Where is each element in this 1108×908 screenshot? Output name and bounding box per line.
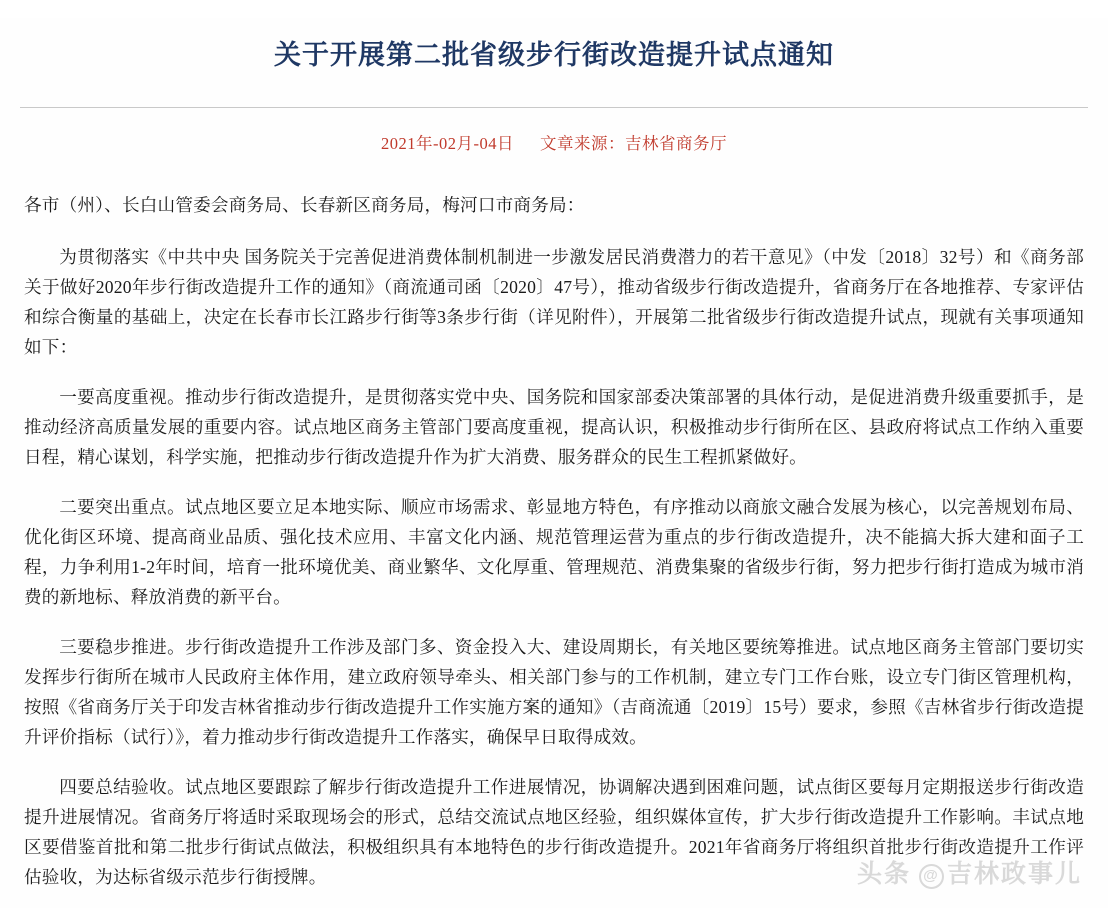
paragraph-point-two: 二要突出重点。试点地区要立足本地实际、顺应市场需求、彰显地方特色，有序推动以商旅文融合发展为核心，以完善规划布局、优化街区环境、提高商业品质、强化技术应用、丰富文化内涵、规范管理运营为重点的步行街改造提升，决不能搞大拆大建和面子工程，力争利用1-2年时间，培育一批环境优美、商业繁华、文化厚重、管理规范、消费集聚的省级步行街，努力把步行街打造成为城市消费的新地标、释放消费的新平台。: [24, 496, 1084, 607]
page-title: 关于开展第二批省级步行街改造提升试点通知: [274, 40, 834, 71]
at-sign-icon: @: [919, 864, 944, 889]
paragraph-point-one: 一要高度重视。推动步行街改造提升，是贯彻落实党中央、国务院和国家部委决策部署的具体行动，是促进消费升级重要抓手，是推动经济高质量发展的重要内容。试点地区商务主管部门要高度重视，提高认识，积极推动步行街所在区、县政府将试点工作纳入重要日程，精心谋划，科学实施，把推动步行街改造提升作为扩大消费、服务群众的民生工程抓紧做好。: [24, 386, 1084, 467]
paragraph-preamble: 为贯彻落实《中共中央 国务院关于完善促进消费体制机制进一步激发居民消费潜力的若干意见》（中发〔2018〕32号）和《商务部关于做好2020年步行街改造提升工作的通知》（商流通司函〔2020〕47号），推动省级步行街改造提升，省商务厅在各地推荐、专家评估和综合衡量的基础上，决定在长春市长江路步行街等3条步行街（详见附件），开展第二批省级步行街改造提升试点，现就有关事项通知如下：: [24, 246, 1084, 357]
watermark: [857, 854, 1082, 890]
paragraph-point-four: 四要总结验收。试点地区要跟踪了解步行街改造提升工作进展情况，协调解决遇到困难问题，试点街区要每月定期报送步行街改造提升进展情况。省商务厅将适时采取现场会的形式，总结交流试点地区经验，组织媒体宣传，扩大步行街改造提升工作影响。丰试点地区要借鉴首批和第二批步行街试点做法，积极组织具有本地特色的步行街改造提升。2021年省商务厅将组织首批步行街改造提升工作评估验收，为达标省级示范步行街授牌。: [24, 776, 1084, 887]
document-meta: [18, 108, 1090, 164]
article-source: 文章来源：吉林省商务厅: [540, 133, 727, 153]
watermark-platform: 头条: [856, 860, 911, 889]
paragraph-point-three: 三要稳步推进。步行街改造提升工作涉及部门多、资金投入大、建设周期长，有关地区要统筹推进。试点地区商务主管部门要切实发挥步行街所在城市人民政府主体作用，建立政府领导牵头、相关部门参与的工作机制，建立专门工作台账，设立专门街区管理机构，按照《省商务厅关于印发吉林省推动步行街改造提升工作实施方案的通知》（吉商流通〔2019〕15号）要求，参照《吉林省步行街改造提升评价指标（试行）》，着力推动步行街改造提升工作落实，确保早日取得成效。: [24, 636, 1084, 747]
publish-date: 2021年-02月-04日: [381, 133, 514, 153]
document-body: [18, 164, 1090, 892]
document-page: [0, 18, 1108, 908]
salutation-line: 各市（州）、长白山管委会商务局、长春新区商务局，梅河口市商务局：: [24, 194, 585, 215]
watermark-account: 吉林政事儿: [946, 860, 1082, 889]
